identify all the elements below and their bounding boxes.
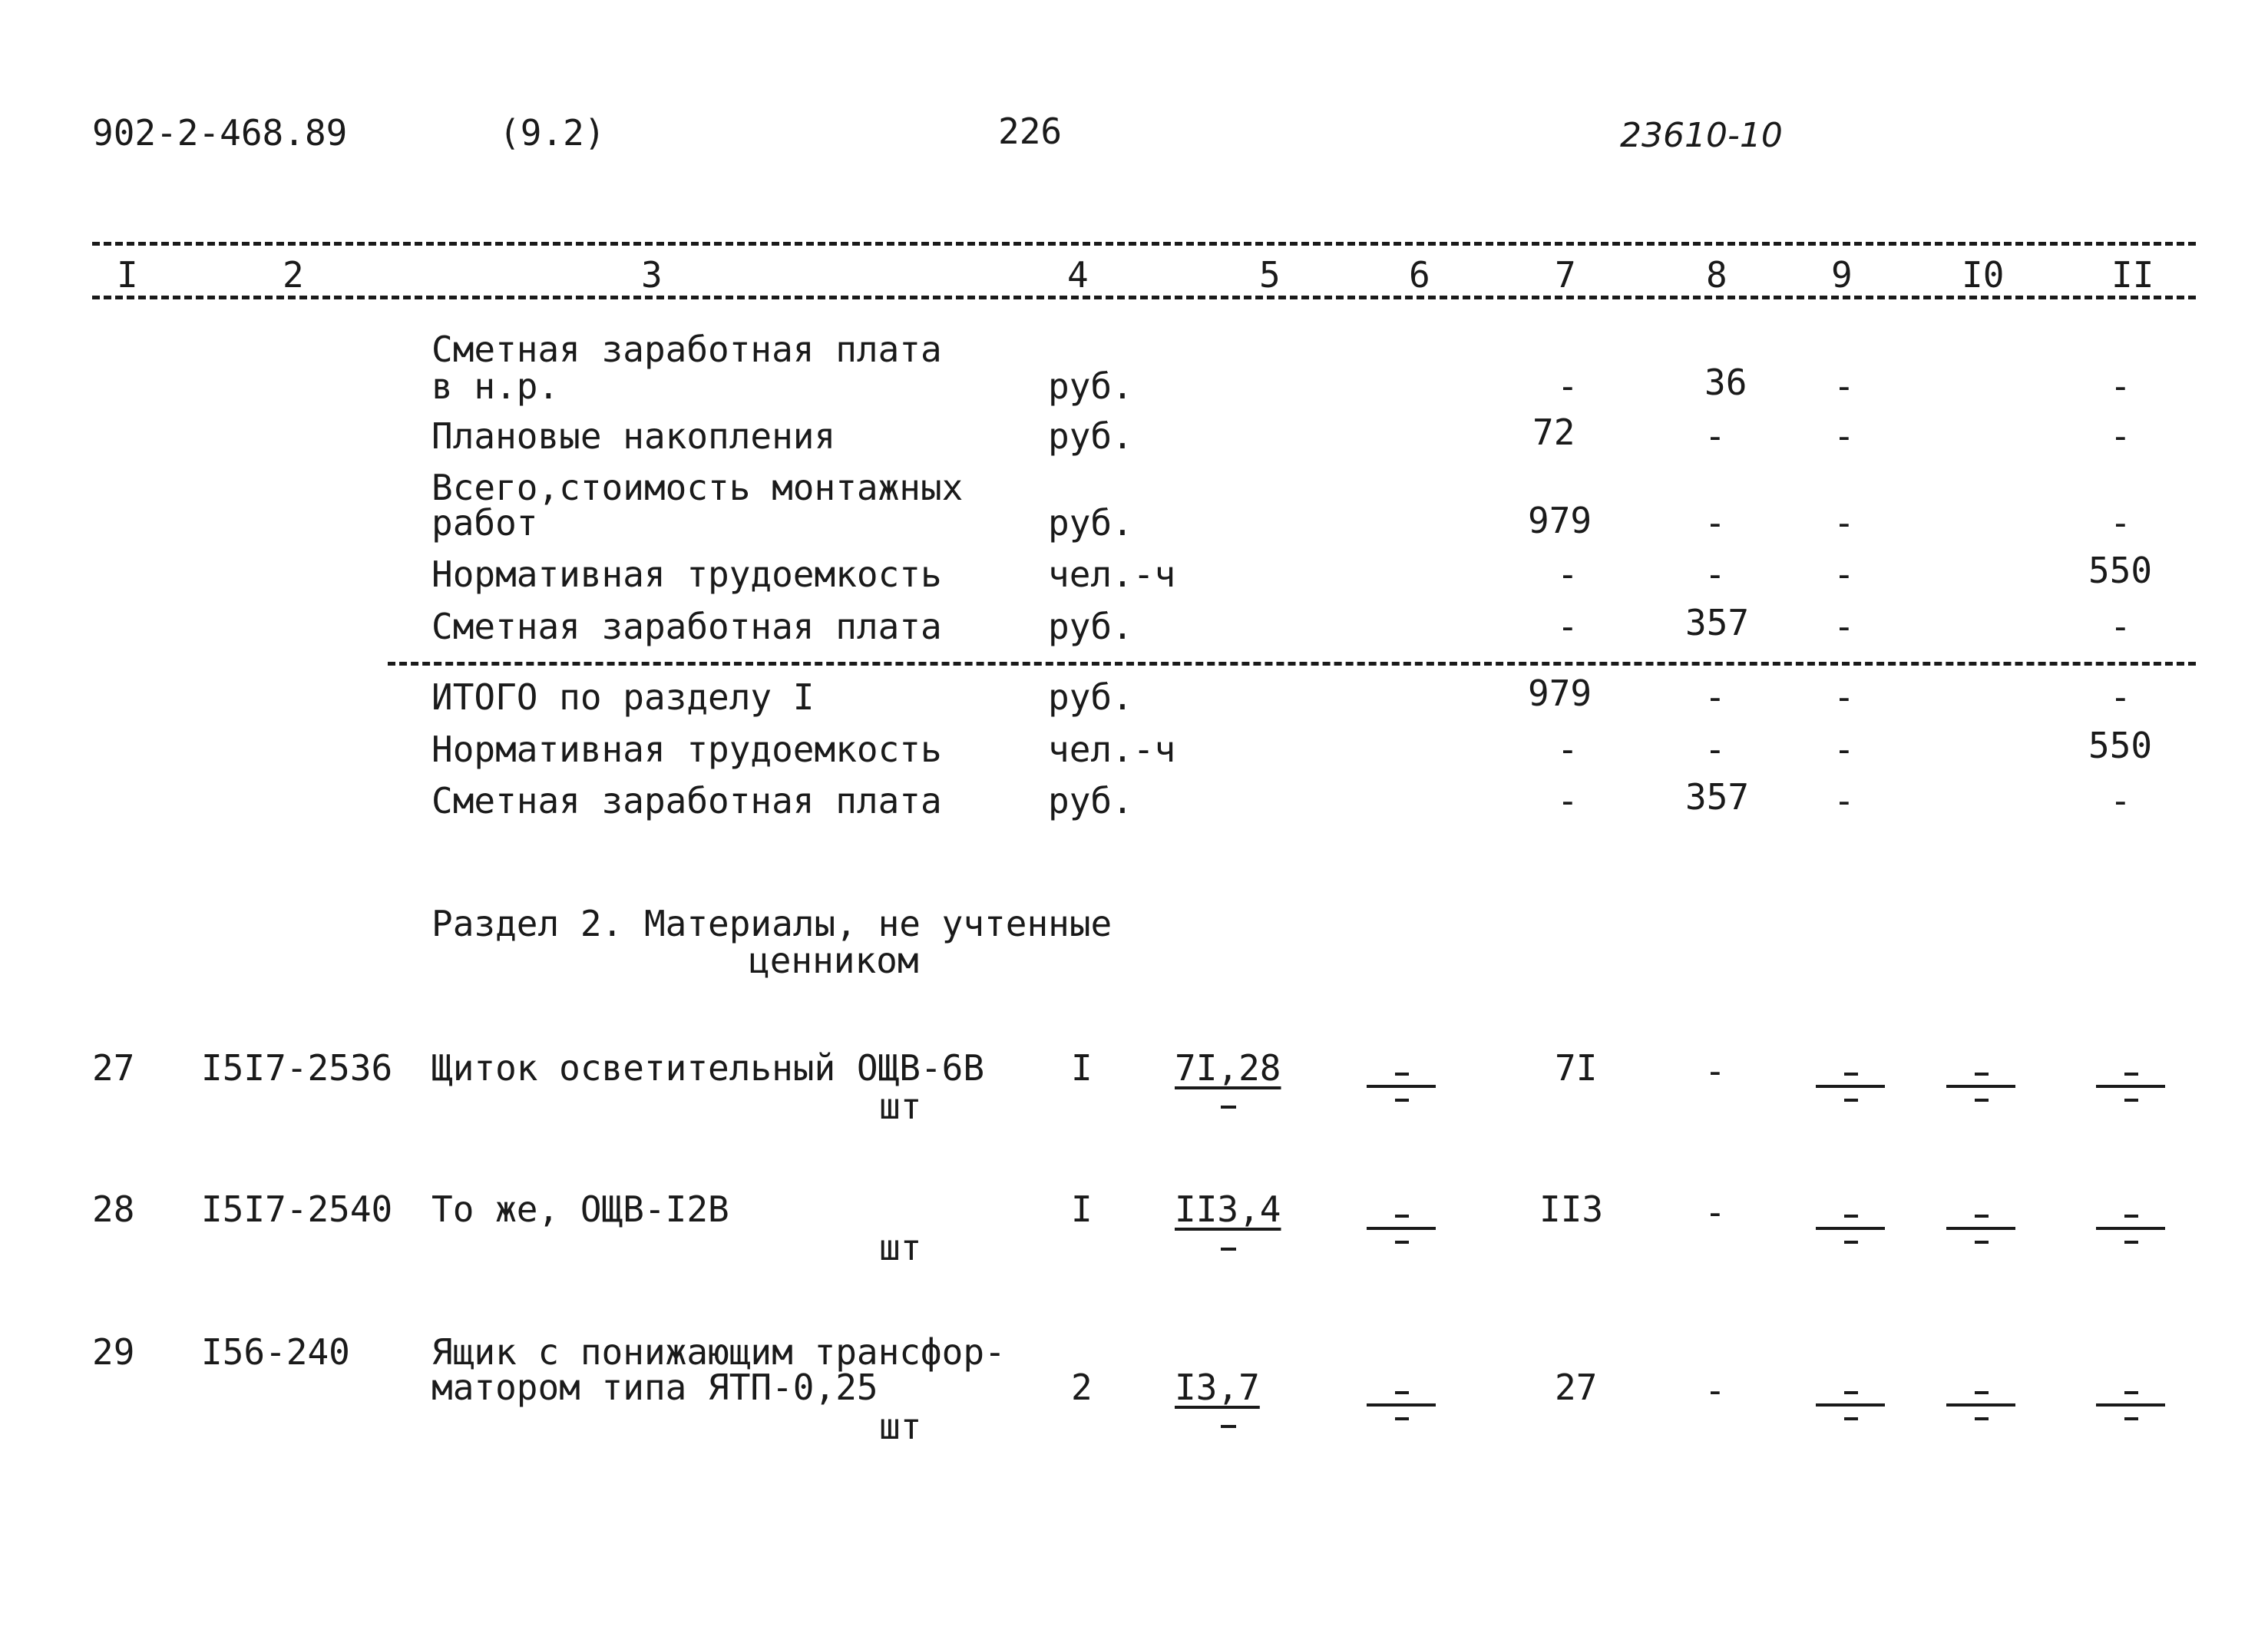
item-quantity: I xyxy=(1071,1047,1093,1089)
item-total: II3 xyxy=(1539,1188,1604,1230)
item-name-cont: матором типа ЯТП-0,25 xyxy=(431,1367,878,1408)
row-name: Сметная заработная плата xyxy=(431,606,942,647)
row-col11: 550 xyxy=(2088,550,2153,591)
row-col7: - xyxy=(1557,365,1579,407)
row-col9: - xyxy=(1833,415,1855,457)
row-col9: - xyxy=(1833,729,1855,770)
fraction-dash-col11 xyxy=(2096,1382,2165,1428)
item-unit: шт xyxy=(879,1227,922,1268)
row-col8: 357 xyxy=(1685,776,1750,818)
row-name-cont: работ xyxy=(431,502,538,544)
row-unit: чел.-ч xyxy=(1048,554,1176,595)
row-col11: - xyxy=(2110,502,2131,544)
row-col9: - xyxy=(1833,365,1855,407)
column-header-10: I0 xyxy=(1962,254,2005,296)
fraction-dash-col10 xyxy=(1946,1382,2015,1428)
item-code: I5I7-2536 xyxy=(201,1047,393,1089)
totals-separator-rule xyxy=(388,662,2196,666)
row-unit: руб. xyxy=(1048,365,1133,407)
item-quantity: 2 xyxy=(1071,1367,1093,1408)
row-col9: - xyxy=(1833,606,1855,647)
row-name: Плановые накопления xyxy=(431,415,836,457)
row-col11: - xyxy=(2110,676,2131,718)
column-header-5: 5 xyxy=(1259,254,1281,296)
column-header-8: 8 xyxy=(1706,254,1727,296)
row-col7: - xyxy=(1557,780,1579,821)
fraction-dash-col6 xyxy=(1367,1205,1436,1251)
document-code: 902-2-468.89 xyxy=(92,112,348,154)
column-header-7: 7 xyxy=(1555,254,1576,296)
row-col8: - xyxy=(1704,676,1726,718)
row-col11: - xyxy=(2110,780,2131,821)
header-bottom-rule xyxy=(92,296,2196,299)
fraction-dash-col10 xyxy=(1946,1063,2015,1109)
fraction-dash-col9 xyxy=(1816,1205,1885,1251)
item-unit-price: I3,7 xyxy=(1175,1367,1260,1408)
row-col8: - xyxy=(1704,415,1726,457)
row-col11: - xyxy=(2110,365,2131,407)
fraction-dash-col6 xyxy=(1367,1063,1436,1109)
row-col7: 72 xyxy=(1532,412,1575,453)
section-title: Раздел 2. Материалы, не учтенные xyxy=(431,903,1113,944)
section-code: (9.2) xyxy=(499,112,606,154)
column-header-3: 3 xyxy=(641,254,663,296)
column-header-6: 6 xyxy=(1409,254,1430,296)
row-name-cont: в н.р. xyxy=(431,365,560,407)
fraction-dash-col9 xyxy=(1816,1063,1885,1109)
row-unit: чел.-ч xyxy=(1048,729,1176,770)
row-col7: 979 xyxy=(1528,673,1592,714)
item-col8: - xyxy=(1704,1370,1726,1411)
item-name: Ящик с понижающим трансфор- xyxy=(431,1331,1006,1373)
item-unit-price: 7I,28 xyxy=(1175,1047,1281,1089)
item-name: Щиток осветительный ОЩВ-6В xyxy=(431,1047,985,1089)
row-col11: 550 xyxy=(2088,725,2153,766)
row-col8: - xyxy=(1704,554,1726,595)
row-name: ИТОГО по разделу I xyxy=(431,676,815,718)
item-quantity: I xyxy=(1071,1188,1093,1230)
item-name: То же, ОЩВ-I2В xyxy=(431,1188,729,1230)
fraction-dash-col11 xyxy=(2096,1205,2165,1251)
item-unit-price: II3,4 xyxy=(1175,1188,1281,1230)
row-name: Всего,стоимость монтажных xyxy=(431,467,964,508)
item-number: 29 xyxy=(92,1331,135,1373)
column-header-4: 4 xyxy=(1067,254,1089,296)
fraction-dash-col10 xyxy=(1946,1205,2015,1251)
row-unit: руб. xyxy=(1048,606,1133,647)
item-number: 28 xyxy=(92,1188,135,1230)
row-col9: - xyxy=(1833,502,1855,544)
row-col9: - xyxy=(1833,780,1855,821)
section-title-cont: ценником xyxy=(749,940,919,981)
item-unit: шт xyxy=(879,1406,922,1447)
price-denominator-dash xyxy=(1221,1425,1236,1428)
row-col8: - xyxy=(1704,729,1726,770)
price-denominator-dash xyxy=(1221,1106,1236,1109)
page-number: 226 xyxy=(998,111,1063,152)
fraction-dash-col6 xyxy=(1367,1382,1436,1428)
item-col8: - xyxy=(1704,1050,1726,1092)
row-col7: - xyxy=(1557,606,1579,647)
row-name: Нормативная трудоемкость xyxy=(431,554,942,595)
row-col9: - xyxy=(1833,676,1855,718)
price-denominator-dash xyxy=(1221,1248,1236,1251)
item-code: I56-240 xyxy=(201,1331,350,1373)
row-col8: 357 xyxy=(1685,602,1750,643)
row-col7: - xyxy=(1557,554,1579,595)
row-col11: - xyxy=(2110,415,2131,457)
column-header-9: 9 xyxy=(1831,254,1853,296)
row-col9: - xyxy=(1833,554,1855,595)
row-col7: 979 xyxy=(1528,500,1592,541)
row-unit: руб. xyxy=(1048,676,1133,718)
item-unit: шт xyxy=(879,1086,922,1127)
row-col11: - xyxy=(2110,606,2131,647)
row-col8: 36 xyxy=(1704,362,1747,403)
archive-number: 23610-10 xyxy=(1620,116,1783,155)
row-name: Сметная заработная плата xyxy=(431,780,942,821)
header-top-rule xyxy=(92,242,2196,246)
item-number: 27 xyxy=(92,1047,135,1089)
fraction-dash-col9 xyxy=(1816,1382,1885,1428)
row-unit: руб. xyxy=(1048,415,1133,457)
item-col8: - xyxy=(1704,1192,1726,1233)
column-header-2: 2 xyxy=(283,254,304,296)
item-total: 7I xyxy=(1555,1047,1598,1089)
row-unit: руб. xyxy=(1048,502,1133,544)
item-total: 27 xyxy=(1555,1367,1598,1408)
row-unit: руб. xyxy=(1048,780,1133,821)
row-col8: - xyxy=(1704,502,1726,544)
item-code: I5I7-2540 xyxy=(201,1188,393,1230)
row-col7: - xyxy=(1557,729,1579,770)
column-header-11: II xyxy=(2111,254,2154,296)
row-name: Сметная заработная плата xyxy=(431,329,942,370)
row-name: Нормативная трудоемкость xyxy=(431,729,942,770)
column-header-1: I xyxy=(117,254,138,296)
fraction-dash-col11 xyxy=(2096,1063,2165,1109)
